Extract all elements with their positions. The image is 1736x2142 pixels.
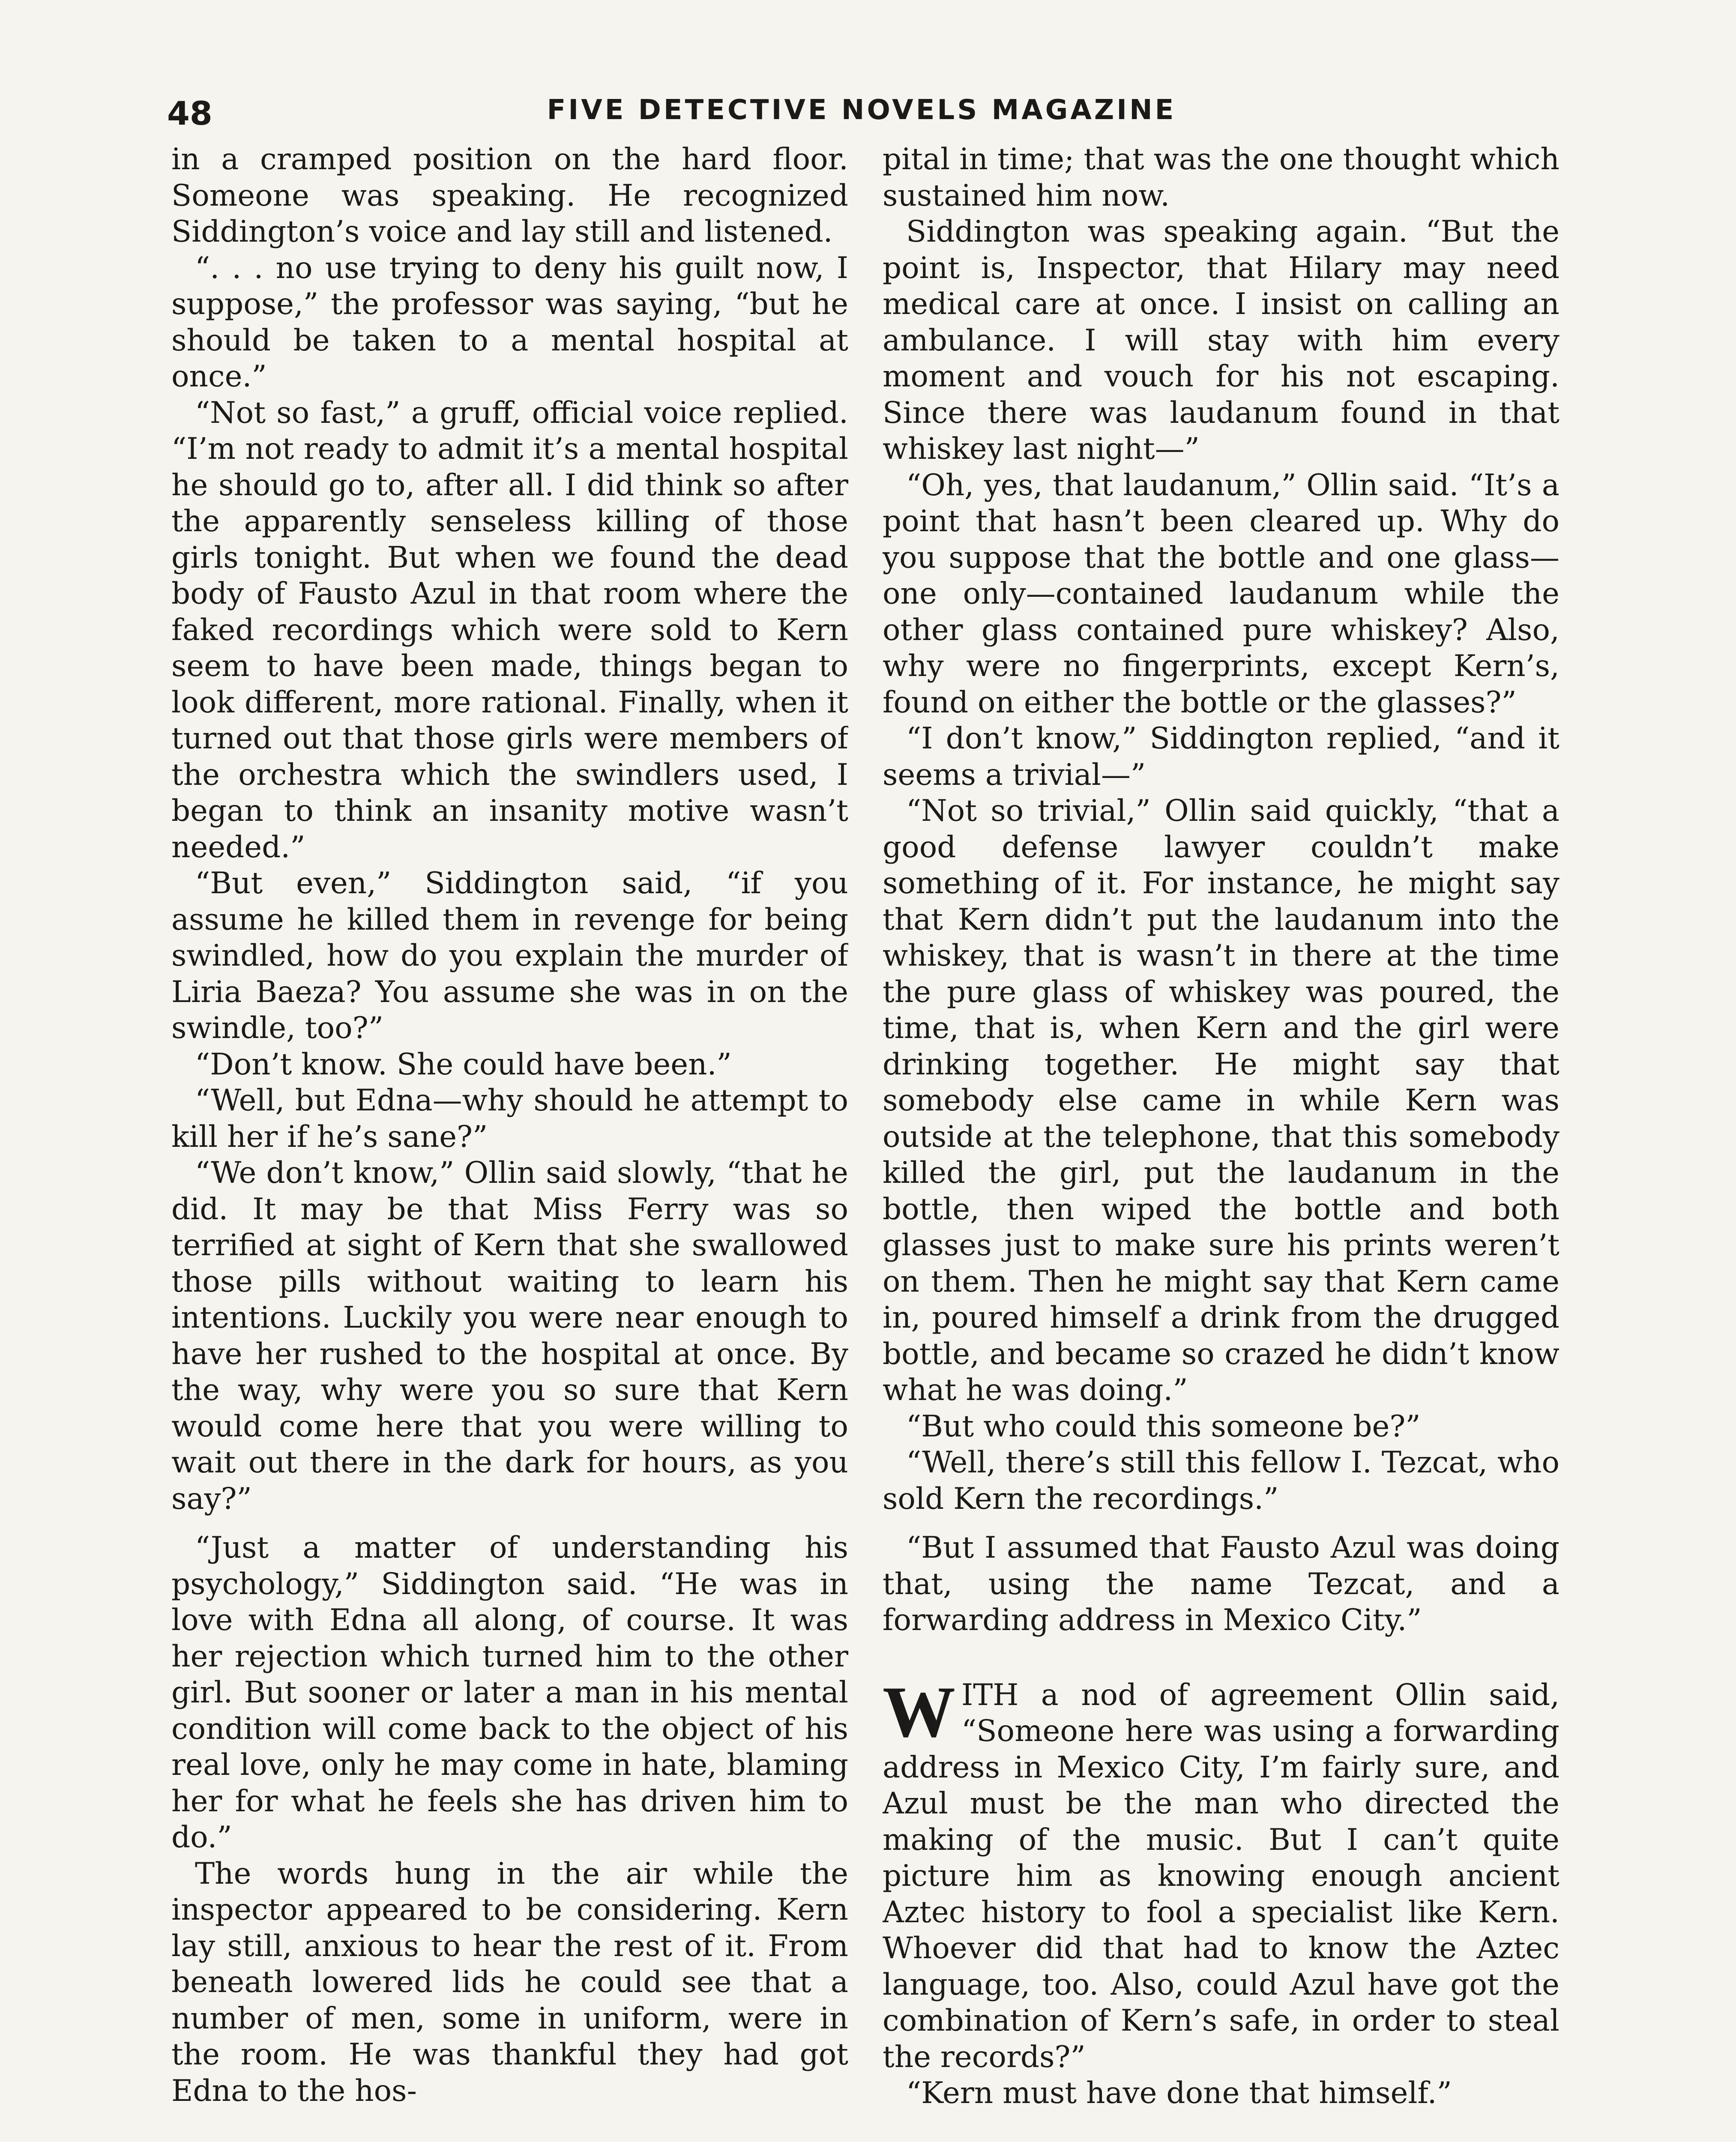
paragraph: pital in time; that was the one thought which sustained him now. <box>883 142 1559 213</box>
left-column <box>171 141 848 2142</box>
paragraph: The words hung in the air while the inspector appeared to be considering. Kern lay still, anxious to hear the rest of it. From beneath lowered lids he could see that a number of men, some in uniform, were in the room. He was thankful they had got Edna to the hos- <box>171 1856 848 2108</box>
paragraph: “Well, there’s still this fellow I. Tezcat, who sold Kern the recordings.” <box>883 1445 1559 1516</box>
paragraph: “But who could this someone be?” <box>906 1409 1421 1444</box>
paragraph: “We don’t know,” Ollin said slowly, “that he did. It may be that Miss Ferry was so terrified at sight of Kern that she swallowed those pills without waiting to learn his intentions. Luckily you were near enough to have her rushed to the hospital at once. By the way, why were you so sure that Kern would come here that you were willing to wait out there in the dark for hours, as you say?” <box>171 1156 848 1516</box>
paragraph: “Well, but Edna—why should he attempt to kill her if he’s sane?” <box>171 1083 848 1154</box>
page-header <box>167 94 1556 146</box>
paragraph: “Just a matter of understanding his psychology,” Siddington said. “He was in love with Edna all along, of course. It was her rejection which turned him to the other girl. But sooner or later a man in his mental condition will come back to the object of his real love, only he may come in hate, blaming her for what he feels she has driven him to do.” <box>171 1531 848 1855</box>
paragraph: “Kern must have done that himself.” <box>906 2076 1452 2110</box>
page-number: 48 <box>167 94 213 132</box>
section-opening-text: ITH a nod of agreement Ollin said, “Someone here was using a forwarding address in Mexico City, I’m fairly sure, and Azul must be the man who directed the making of the music. But I can’t quite picture him as knowing enough ancient Aztec history to fool a specialist like Kern. Whoever did that had to know the Aztec language, too. Also, could Azul have got the combination of Kern’s safe, in order to steal the records?” <box>883 1678 1559 2074</box>
paragraph: in a cramped position on the hard floor. Someone was speaking. He recognized Siddington’s voice and lay still and listened. <box>171 142 848 249</box>
paragraph: “But I assumed that Fausto Azul was doing that, using the name Tezcat, and a forwarding address in Mexico City.” <box>883 1531 1559 1637</box>
paragraph: “But even,” Siddington said, “if you assume he killed them in revenge for being swindled, how do you explain the murder of Liria Baeza? You assume she was in on the swindle, too?” <box>171 866 848 1045</box>
section-opening-paragraph <box>883 1671 1559 2076</box>
right-column <box>883 141 1559 2142</box>
paragraph: “. . . no use trying to deny his guilt now, I suppose,” the professor was saying, “but he should be taken to a mental hospital at once.” <box>171 251 848 394</box>
paragraph: “Oh, yes, that laudanum,” Ollin said. “It’s a point that hasn’t been cleared up. Why do you suppose that the bottle and one glass—one only—contained laudanum while the other glass contained pure whiskey? Also, why were no fingerprints, except Kern’s, found on either the bottle or the glasses?” <box>883 468 1559 720</box>
paragraph: “Not so trivial,” Ollin said quickly, “that a good defense lawyer couldn’t make something of it. For instance, he might say that Kern didn’t put the laudanum into the whiskey, that is wasn’t in there at the time the pure glass of whiskey was poured, the time, that is, when Kern and the girl were drinking together. He might say that somebody else came in while Kern was outside at the telephone, that this somebody killed the girl, put the laudanum in the bottle, then wiped the bottle and both glasses just to make sure his prints weren’t on them. Then he might say that Kern came in, poured himself a drink from the drugged bottle, and became so crazed he didn’t know what he was doing.” <box>883 794 1559 1407</box>
paragraph: “I don’t know,” Siddington replied, “and it seems a trivial—” <box>883 721 1559 792</box>
paragraph: Siddington was speaking again. “But the point is, Inspector, that Hilary may need medical care at once. I insist on calling an ambulance. I will stay with him every moment and vouch for his not escaping. Since there was laudanum found in that whiskey last night—” <box>883 215 1559 466</box>
drop-cap: W <box>883 1671 955 1752</box>
paragraph: “Not so fast,” a gruff, official voice replied. “I’m not ready to admit it’s a mental hospital he should go to, after all. I did think so after the apparently senseless killing of those girls tonight. But when we found the dead body of Fausto Azul in that room where the faked recordings which were sold to Kern seem to have been made, things began to look different, more rational. Finally, when it turned out that those girls were members of the orchestra which the swindlers used, I began to think an insanity motive wasn’t needed.” <box>171 395 848 865</box>
running-head: FIVE DETECTIVE NOVELS MAGAZINE <box>547 94 1176 126</box>
paragraph: “Don’t know. She could have been.” <box>195 1047 732 1082</box>
